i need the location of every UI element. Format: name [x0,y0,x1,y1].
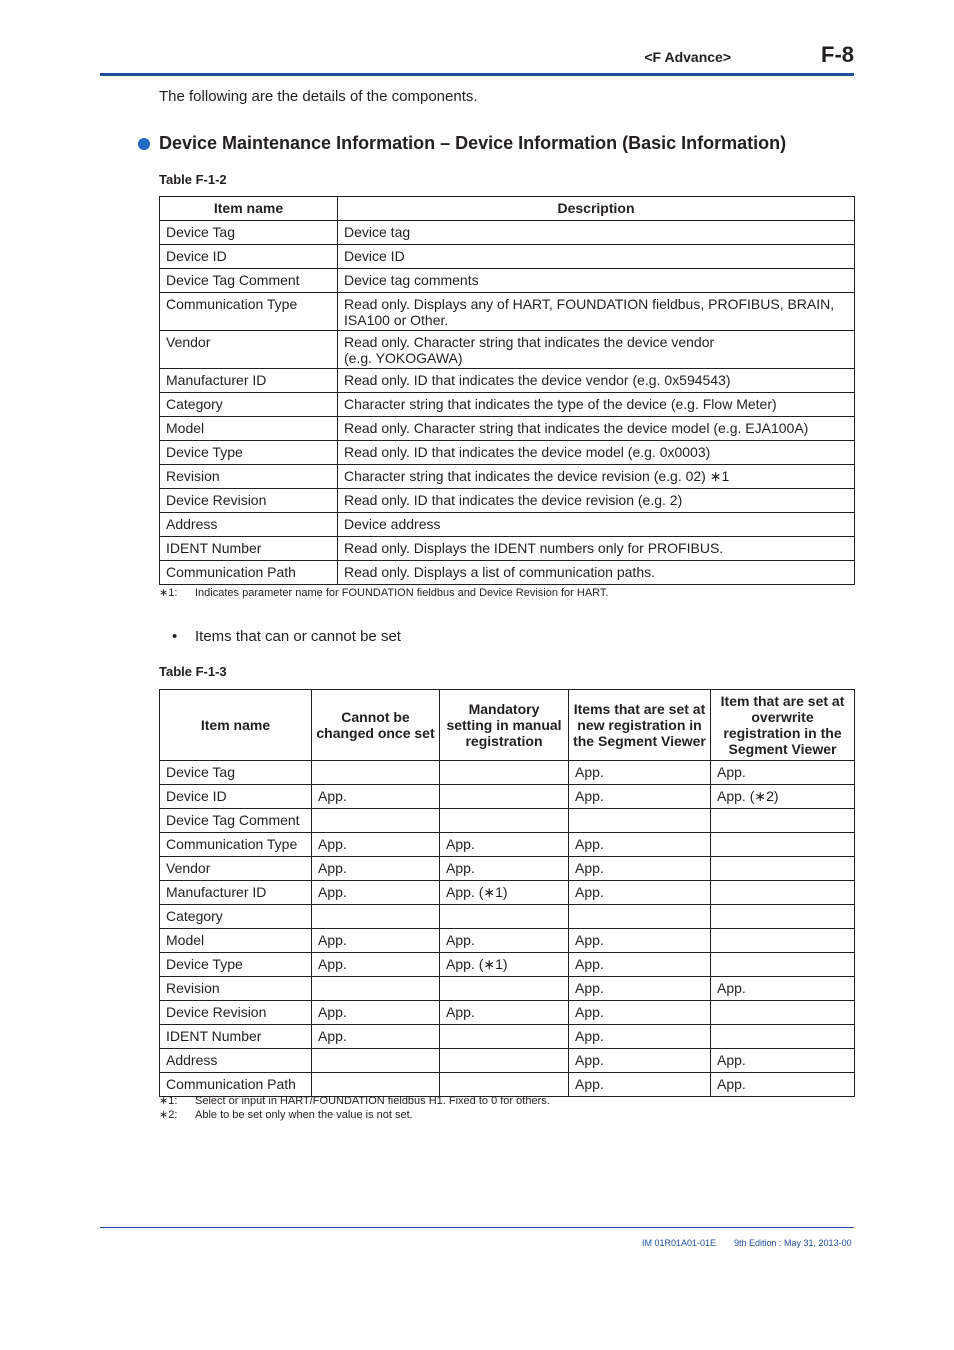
table-row [160,809,855,833]
table-cell: App. [711,1073,855,1097]
table3-note-2 [159,1108,413,1121]
item-name-cell: Device Revision [160,1001,312,1025]
table-row [160,977,855,1001]
column-header: Item that are set at overwrite registration in the Segment Viewer [711,690,855,761]
item-name-cell: Model [160,417,338,441]
item-name-cell: Device Type [160,441,338,465]
table-cell: App. [711,977,855,1001]
item-name-cell: Device Tag [160,221,338,245]
item-name-cell: Device ID [160,245,338,269]
table-row [160,417,855,441]
settable-items-table [159,689,855,1097]
table-cell: Read only. ID that indicates the device revision (e.g. 2) [338,489,855,513]
table-cell: App. [312,833,440,857]
table-cell [711,905,855,929]
table-cell: Read only. Displays the IDENT numbers only for PROFIBUS. [338,537,855,561]
item-name-cell: Device Tag [160,761,312,785]
table-row [160,929,855,953]
bullet-dot-icon: • [172,628,178,645]
intro-text: The following are the details of the components. [159,88,478,105]
table2-note-1 [159,586,608,599]
table-row [160,293,855,331]
table-cell [711,857,855,881]
table-row [160,441,855,465]
table-cell: App. [569,1073,711,1097]
table-row [160,369,855,393]
table-cell: App. [440,857,569,881]
table-cell: Character string that indicates the device revision (e.g. 02) ∗1 [338,465,855,489]
table-row [160,331,855,369]
column-header: Items that are set at new registration in the Segment Viewer [569,690,711,761]
table-row [160,905,855,929]
item-name-cell: Device Revision [160,489,338,513]
table-row [160,465,855,489]
item-name-cell: Category [160,393,338,417]
column-header: Cannot be changed once set [312,690,440,761]
table-cell: App. [569,881,711,905]
item-name-cell: Device Tag Comment [160,809,312,833]
item-name-cell: Manufacturer ID [160,881,312,905]
table-cell [711,809,855,833]
table-cell: App. [711,1049,855,1073]
table-cell: App. [312,953,440,977]
table-header-row [160,690,855,761]
table-row [160,857,855,881]
table-cell [440,1025,569,1049]
table-cell: Device ID [338,245,855,269]
table-cell: App. [440,1001,569,1025]
table-cell: App. [569,953,711,977]
table-cell [312,905,440,929]
column-header: Item name [160,197,338,221]
table3-caption: Table F-1-3 [159,664,227,679]
table-cell: App. [569,857,711,881]
table-cell: Character string that indicates the type of the device (e.g. Flow Meter) [338,393,855,417]
column-header: Description [338,197,855,221]
note-text: Select or input in HART/FOUNDATION fieldbus H1. Fixed to 0 for others. [195,1095,550,1107]
table-cell: Read only. Character string that indicates the device vendor (e.g. YOKOGAWA) [338,331,855,369]
item-name-cell: Vendor [160,857,312,881]
item-name-cell: Device Type [160,953,312,977]
bullet-list-item [172,628,401,645]
table-cell: App. [312,881,440,905]
page-number: F-8 [821,42,854,67]
note-key: ∗1: [159,1095,178,1107]
item-name-cell: Device Tag Comment [160,269,338,293]
table-cell [440,1073,569,1097]
table-row [160,953,855,977]
table-cell: App. (∗1) [440,881,569,905]
item-name-cell: Communication Type [160,293,338,331]
section-label: <F Advance> [644,49,731,65]
table-row [160,785,855,809]
item-name-cell: Model [160,929,312,953]
table-cell: App. [569,833,711,857]
footer-doc-id: IM 01R01A01-01E [642,1238,717,1248]
table-cell [312,977,440,1001]
table-cell [312,1049,440,1073]
table-cell [711,833,855,857]
table-cell: App. [569,785,711,809]
table-cell [440,1049,569,1073]
item-name-cell: Address [160,513,338,537]
table-cell: App. (∗1) [440,953,569,977]
table-cell: Read only. ID that indicates the device model (e.g. 0x0003) [338,441,855,465]
table-cell [711,1025,855,1049]
table-cell: Read only. Character string that indicates the device model (e.g. EJA100A) [338,417,855,441]
table-cell: Read only. ID that indicates the device vendor (e.g. 0x594543) [338,369,855,393]
table-cell: Read only. Displays any of HART, FOUNDATION fieldbus, PROFIBUS, BRAIN, ISA100 or Other. [338,293,855,331]
footer-edition: 9th Edition : May 31, 2013-00 [734,1238,852,1248]
item-name-cell: Communication Path [160,561,338,585]
table-cell [569,809,711,833]
table-cell [569,905,711,929]
table-cell [312,761,440,785]
table-cell: App. [440,833,569,857]
table3-note-1 [159,1094,550,1107]
table2-caption: Table F-1-2 [159,172,227,187]
table-cell: App. [569,977,711,1001]
table-row [160,269,855,293]
table-row [160,561,855,585]
item-name-cell: Revision [160,977,312,1001]
table-row [160,393,855,417]
table-cell: App. [569,1001,711,1025]
table-row [160,833,855,857]
bullet-list-item-text: Items that can or cannot be set [195,628,401,645]
column-header: Mandatory setting in manual registration [440,690,569,761]
table-cell: App. (∗2) [711,785,855,809]
item-name-cell: IDENT Number [160,537,338,561]
table-row [160,761,855,785]
device-info-table [159,196,855,585]
column-header: Item name [160,690,312,761]
table-cell [711,929,855,953]
bullet-icon [138,138,150,150]
item-name-cell: Manufacturer ID [160,369,338,393]
item-name-cell: Revision [160,465,338,489]
table-cell [440,809,569,833]
table-cell: App. [569,1025,711,1049]
table-cell: App. [711,761,855,785]
table-row [160,221,855,245]
section-heading: Device Maintenance Information – Device Information (Basic Information) [159,133,787,153]
table-row [160,537,855,561]
table-row [160,1025,855,1049]
item-name-cell: Communication Path [160,1073,312,1097]
table-cell: App. [312,785,440,809]
table-cell: App. [569,761,711,785]
table-cell: App. [312,857,440,881]
table-cell [440,905,569,929]
table-cell [711,881,855,905]
note-key: ∗2: [159,1109,178,1121]
table-cell: Device tag [338,221,855,245]
table-cell: App. [312,929,440,953]
table-cell [312,1073,440,1097]
table-row [160,513,855,537]
table-cell [711,1001,855,1025]
table-cell: Device address [338,513,855,537]
footer-rule [100,1227,854,1228]
table-header-row [160,197,855,221]
note-text: Indicates parameter name for FOUNDATION fieldbus and Device Revision for HART. [195,587,609,599]
item-name-cell: Vendor [160,331,338,369]
table-cell [440,785,569,809]
table-cell [312,809,440,833]
table-cell [440,761,569,785]
note-key: ∗1: [159,587,178,599]
table-cell: Read only. Displays a list of communication paths. [338,561,855,585]
table-row [160,1049,855,1073]
item-name-cell: Category [160,905,312,929]
table-cell: App. [569,929,711,953]
table-cell: App. [312,1025,440,1049]
item-name-cell: Address [160,1049,312,1073]
header-rule [100,73,854,76]
table-row [160,1073,855,1097]
note-text: Able to be set only when the value is not set. [195,1109,413,1121]
table-cell: App. [312,1001,440,1025]
table-row [160,489,855,513]
table-row [160,881,855,905]
table-cell: App. [440,929,569,953]
table-cell [711,953,855,977]
table-cell: App. [569,1049,711,1073]
table-row [160,1001,855,1025]
item-name-cell: IDENT Number [160,1025,312,1049]
table-cell: Device tag comments [338,269,855,293]
item-name-cell: Device ID [160,785,312,809]
table-row [160,245,855,269]
item-name-cell: Communication Type [160,833,312,857]
table-cell [440,977,569,1001]
